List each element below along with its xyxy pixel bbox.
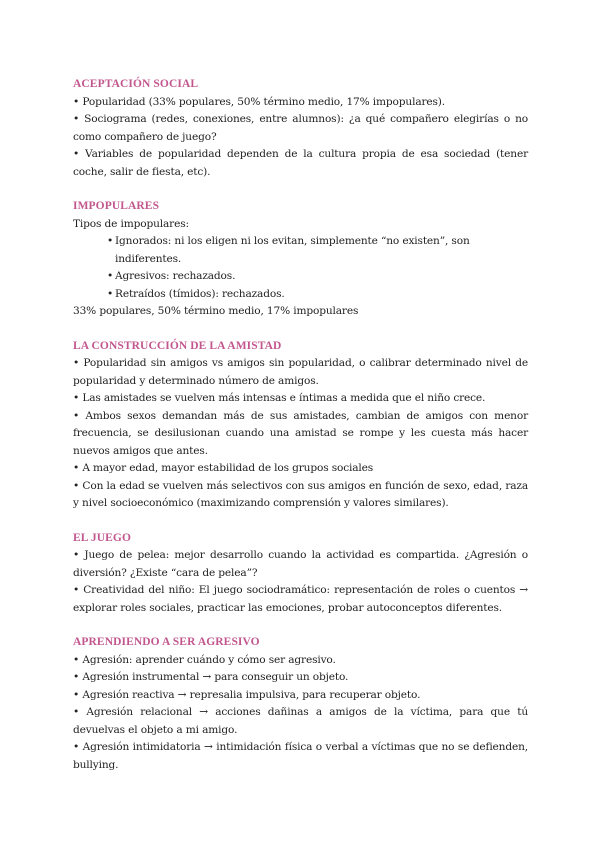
section-heading: LA CONSTRUCCIÓN DE LA AMISTAD [73, 339, 282, 352]
bullet-item: • Agresión instrumental → para conseguir un objeto. [73, 671, 349, 683]
section-construccion-amistad [73, 338, 528, 513]
bullet-item: • Popularidad (33% populares, 50% término medio, 17% impopulares). [73, 95, 446, 108]
bullet-item: • Sociograma (redes, conexiones, entre alumnos): ¿a qué compañero elegirías o no como compañero de juego? [73, 113, 528, 143]
section-heading: APRENDIENDO A SER AGRESIVO [73, 636, 260, 648]
section-heading: IMPOPULARES [73, 200, 160, 212]
section-impopulares [73, 198, 528, 321]
section-heading: ACEPTACIÓN SOCIAL [73, 78, 199, 90]
bullet-item: • Agresión: aprender cuándo y cómo ser agresivo. [73, 653, 336, 666]
bullet-item: • A mayor edad, mayor estabilidad de los grupos sociales [73, 462, 374, 474]
bullet-item: • Popularidad sin amigos vs amigos sin popularidad, o calibrar determinado nivel de popularidad y determinado número de amigos. [73, 357, 528, 387]
section-aprendiendo-agresivo [73, 634, 528, 774]
bullet-item: • Variables de popularidad dependen de la cultura propia de esa sociedad (tener coche, salir de fiesta, etc). [73, 148, 528, 178]
closing-text: 33% populares, 50% término medio, 17% impopulares [73, 305, 359, 317]
bullet-item: • Agresión intimidatoria → intimidación física o verbal a víctimas que no se defienden, bullying. [73, 741, 528, 771]
bullet-item: • Con la edad se vuelven más selectivos con sus amigos en función de sexo, edad, raza y nivel socioeconómico (maximizando comprensión y valores similares). [73, 479, 528, 509]
bullet-item: • Ambos sexos demandan más de sus amistades, cambian de amigos con menor frecuencia, se desilusionan cuando una amistad se rompe y les cuesta más hacer nuevos amigos que antes. [73, 409, 528, 457]
bullet-item: • Juego de pelea: mejor desarrollo cuando la actividad es compartida. ¿Agresión o diversión? ¿Existe “cara de pelea”? [73, 549, 528, 579]
sub-bullet-item: • Agresivos: rechazados. [73, 268, 528, 286]
bullet-item: • Agresión reactiva → represalia impulsiva, para recuperar objeto. [73, 688, 421, 701]
sub-bullet-item: • Ignorados: ni los eligen ni los evitan, simplemente “no existen”, son indiferentes. [73, 233, 528, 268]
intro-text: Tipos de impopulares: [73, 217, 189, 230]
section-el-juego [73, 530, 528, 618]
bullet-item: • Creatividad del niño: El juego sociodramático: representación de roles o cuentos → explorar roles sociales, practicar las emociones, probar autoconceptos diferentes. [73, 584, 528, 614]
sub-bullet-item: • Retraídos (tímidos): rechazados. [73, 286, 528, 304]
section-heading: EL JUEGO [73, 531, 131, 544]
section-aceptacion-social [73, 76, 528, 181]
bullet-item: • Agresión relacional → acciones dañinas a amigos de la víctima, para que tú devuelvas el objeto a mi amigo. [73, 706, 528, 736]
bullet-item: • Las amistades se vuelven más intensas e íntimas a medida que el niño crece. [73, 392, 486, 404]
